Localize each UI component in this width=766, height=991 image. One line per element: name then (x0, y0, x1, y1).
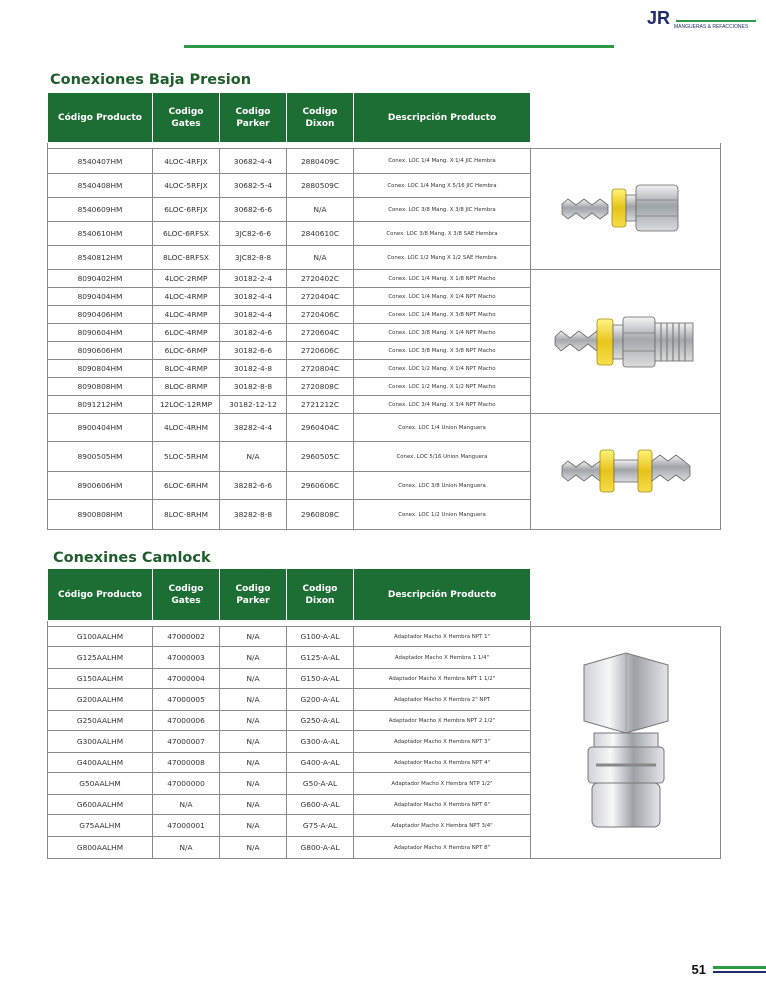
parker-code: 38282-4-4 (220, 414, 287, 442)
header-blank (531, 569, 721, 621)
table-row (48, 414, 721, 442)
product-description: Conex. LOC 3/8 Mang. X 3/8 SAE Hembra (354, 222, 531, 246)
product-description: Adaptador Macho X Hembra NPT 3/4" (354, 815, 531, 837)
gates-code: 6LOC-6RFSX (153, 222, 220, 246)
parker-code: 30182-6-6 (220, 342, 287, 360)
parker-code: N/A (220, 647, 287, 669)
parker-code: N/A (220, 669, 287, 689)
brand-subtitle: MANGUERAS & REFACCIONES (674, 24, 749, 30)
parker-code: 30182-4-6 (220, 324, 287, 342)
gates-code: 4LOC-4RMP (153, 288, 220, 306)
product-description: Conex. LOC 1/4 Union Manguera (354, 414, 531, 442)
header-rule (184, 45, 614, 48)
column-header: Codigo Gates (153, 569, 220, 621)
parker-code: 38282-6-6 (220, 472, 287, 500)
parker-code: N/A (220, 773, 287, 795)
dixon-code: 2720804C (287, 360, 354, 378)
footer-rule-green (713, 966, 766, 969)
gates-code: 47000006 (153, 711, 220, 731)
dixon-code: 2720402C (287, 270, 354, 288)
product-code: G75AALHM (48, 815, 153, 837)
product-code: G400AALHM (48, 753, 153, 773)
dixon-code: G800-A-AL (287, 837, 354, 859)
gates-code: 47000008 (153, 753, 220, 773)
product-description: Adaptador Macho X Hembra NTP 1/2" (354, 773, 531, 795)
product-description: Conex. LOC 3/4 Mang. X 3/4 NPT Macho (354, 396, 531, 414)
product-code: G250AALHM (48, 711, 153, 731)
brand-logo: JR (646, 8, 670, 28)
product-code: G300AALHM (48, 731, 153, 753)
column-header: Codigo Parker (220, 93, 287, 143)
table-camlock (47, 568, 721, 859)
dixon-code: G75-A-AL (287, 815, 354, 837)
parker-code: 30182-2-4 (220, 270, 287, 288)
dixon-code: 2720406C (287, 306, 354, 324)
gates-code: 6LOC-6RFJX (153, 198, 220, 222)
gates-code: 5LOC-5RHM (153, 442, 220, 472)
product-description: Adaptador Macho X Hembra NPT 6" (354, 795, 531, 815)
product-description: Adaptador Macho X Hembra 1 1/4" (354, 647, 531, 669)
parker-code: N/A (220, 731, 287, 753)
gates-code: 47000007 (153, 731, 220, 753)
page-number: 51 (691, 962, 706, 977)
parker-code: N/A (220, 795, 287, 815)
dixon-code: G50-A-AL (287, 773, 354, 795)
dixon-code: 2720606C (287, 342, 354, 360)
product-code: 8540609HM (48, 198, 153, 222)
product-description: Conex. LOC 3/8 Mang. X 1/4 NPT Macho (354, 324, 531, 342)
gates-code: N/A (153, 837, 220, 859)
camlock-adapter-icon (531, 627, 721, 859)
product-code: G125AALHM (48, 647, 153, 669)
product-description: Adaptador Macho X Hembra 2" NPT (354, 689, 531, 711)
product-description: Conex. LOC 1/4 Mang. X 3/8 NPT Macho (354, 306, 531, 324)
product-description: Conex. LOC 1/4 Mang. X 1/8 NPT Macho (354, 270, 531, 288)
parker-code: N/A (220, 837, 287, 859)
table-header-row (48, 569, 721, 621)
product-description: Conex. LOC 3/8 Union Manguera (354, 472, 531, 500)
dixon-code: 2721212C (287, 396, 354, 414)
dixon-code: 2720604C (287, 324, 354, 342)
product-code: G150AALHM (48, 669, 153, 689)
parker-code: 30182-12-12 (220, 396, 287, 414)
product-description: Conex. LOC 3/8 Mang. X 3/8 NPT Macho (354, 342, 531, 360)
column-header: Codigo Dixon (287, 93, 354, 143)
gates-code: 12LOC-12RMP (153, 396, 220, 414)
parker-code: 30682-6-6 (220, 198, 287, 222)
gates-code: 6LOC-6RHM (153, 472, 220, 500)
gates-code: 47000000 (153, 773, 220, 795)
product-code: 8540610HM (48, 222, 153, 246)
product-code: 8540812HM (48, 246, 153, 270)
product-code: 8090404HM (48, 288, 153, 306)
gates-code: 6LOC-4RMP (153, 324, 220, 342)
dixon-code: 2960808C (287, 500, 354, 530)
gates-code: 4LOC-5RFJX (153, 174, 220, 198)
product-description: Conex. LOC 5/16 Union Manguera (354, 442, 531, 472)
gates-code: 47000005 (153, 689, 220, 711)
parker-code: 30182-4-8 (220, 360, 287, 378)
product-code: 8900505HM (48, 442, 153, 472)
dixon-code: 2720808C (287, 378, 354, 396)
product-description: Adaptador Macho X Hembra NPT 8" (354, 837, 531, 859)
parker-code: N/A (220, 815, 287, 837)
dixon-code: G400-A-AL (287, 753, 354, 773)
product-description: Adaptador Macho X Hembra NPT 1" (354, 627, 531, 647)
gates-code: 47000003 (153, 647, 220, 669)
product-description: Adaptador Macho X Hembra NPT 2 1/2" (354, 711, 531, 731)
product-code: 8540408HM (48, 174, 153, 198)
parker-code: 30682-5-4 (220, 174, 287, 198)
product-description: Conex. LOC 1/2 Union Manguera (354, 500, 531, 530)
table-row (48, 627, 721, 647)
dixon-code: 2880409C (287, 149, 354, 174)
section-title-baja-presion: Conexiones Baja Presion (50, 72, 252, 88)
dixon-code: G125-A-AL (287, 647, 354, 669)
gates-code: 4LOC-4RHM (153, 414, 220, 442)
product-code: 8900808HM (48, 500, 153, 530)
product-description: Conex. LOC 1/2 Mang. X 1/4 NPT Macho (354, 360, 531, 378)
jic-female-fitting-icon (531, 149, 721, 270)
parker-code: N/A (220, 753, 287, 773)
gates-code: 6LOC-6RMP (153, 342, 220, 360)
gates-code: N/A (153, 795, 220, 815)
product-code: G200AALHM (48, 689, 153, 711)
product-code: 8090604HM (48, 324, 153, 342)
gates-code: 4LOC-4RMP (153, 306, 220, 324)
gates-code: 47000001 (153, 815, 220, 837)
product-code: 8540407HM (48, 149, 153, 174)
gates-code: 8LOC-8RHM (153, 500, 220, 530)
product-code: 8090808HM (48, 378, 153, 396)
product-code: 8091212HM (48, 396, 153, 414)
column-header: Codigo Gates (153, 93, 220, 143)
table-row (48, 270, 721, 288)
dixon-code: 2960606C (287, 472, 354, 500)
product-code: 8900404HM (48, 414, 153, 442)
parker-code: N/A (220, 627, 287, 647)
dixon-code: 2720404C (287, 288, 354, 306)
column-header: Codigo Parker (220, 569, 287, 621)
hose-union-icon (531, 414, 721, 530)
product-code: G800AALHM (48, 837, 153, 859)
gates-code: 4LOC-2RMP (153, 270, 220, 288)
dixon-code: 2880509C (287, 174, 354, 198)
parker-code: 3JC82-8-8 (220, 246, 287, 270)
gates-code: 47000002 (153, 627, 220, 647)
product-code: G600AALHM (48, 795, 153, 815)
parker-code: 38282-8-8 (220, 500, 287, 530)
product-code: 8090406HM (48, 306, 153, 324)
dixon-code: G150-A-AL (287, 669, 354, 689)
product-code: 8090804HM (48, 360, 153, 378)
dixon-code: N/A (287, 198, 354, 222)
column-header: Descripción Producto (354, 569, 531, 621)
product-code: 8090606HM (48, 342, 153, 360)
product-code: 8090402HM (48, 270, 153, 288)
product-description: Conex. LOC 1/4 Mang. X 1/4 NPT Macho (354, 288, 531, 306)
product-code: G100AALHM (48, 627, 153, 647)
dixon-code: 2960505C (287, 442, 354, 472)
dixon-code: G200-A-AL (287, 689, 354, 711)
npt-male-fitting-icon (531, 270, 721, 414)
table-row (48, 149, 721, 174)
gates-code: 4LOC-4RFJX (153, 149, 220, 174)
product-description: Adaptador Macho X Hembra NPT 3" (354, 731, 531, 753)
dixon-code: G300-A-AL (287, 731, 354, 753)
product-code: 8900606HM (48, 472, 153, 500)
dixon-code: N/A (287, 246, 354, 270)
column-header: Descripción Producto (354, 93, 531, 143)
footer-rule-navy (713, 971, 766, 973)
dixon-code: G100-A-AL (287, 627, 354, 647)
parker-code: 30182-4-4 (220, 288, 287, 306)
column-header: Codigo Dixon (287, 569, 354, 621)
parker-code: 3JC82-6-6 (220, 222, 287, 246)
product-description: Adaptador Macho X Hembra NPT 1 1/2" (354, 669, 531, 689)
product-description: Adaptador Macho X Hembra NPT 4" (354, 753, 531, 773)
dixon-code: 2960404C (287, 414, 354, 442)
gates-code: 8LOC-4RMP (153, 360, 220, 378)
brand-underline (676, 20, 756, 22)
product-description: Conex. LOC 1/4 Mang X 5/16 JIC Hembra (354, 174, 531, 198)
dixon-code: 2840610C (287, 222, 354, 246)
table-baja-presion (47, 92, 721, 530)
gates-code: 8LOC-8RMP (153, 378, 220, 396)
product-description: Conex. LOC 3/8 Mang. X 3/8 JIC Hembra (354, 198, 531, 222)
product-description: Conex. LOC 1/4 Mang. X 1/4 JIC Hembra (354, 149, 531, 174)
gates-code: 8LOC-8RFSX (153, 246, 220, 270)
dixon-code: G250-A-AL (287, 711, 354, 731)
product-description: Conex. LOC 1/2 Mang X 1/2 SAE Hembra (354, 246, 531, 270)
parker-code: N/A (220, 442, 287, 472)
section-title-camlock: Conexines Camlock (53, 550, 211, 566)
product-code: G50AALHM (48, 773, 153, 795)
column-header: Código Producto (48, 569, 153, 621)
parker-code: 30182-8-8 (220, 378, 287, 396)
header-blank (531, 93, 721, 143)
parker-code: N/A (220, 711, 287, 731)
product-description: Conex. LOC 1/2 Mang. X 1/2 NPT Macho (354, 378, 531, 396)
gates-code: 47000004 (153, 669, 220, 689)
column-header: Código Producto (48, 93, 153, 143)
parker-code: 30682-4-4 (220, 149, 287, 174)
dixon-code: G600-A-AL (287, 795, 354, 815)
parker-code: 30182-4-4 (220, 306, 287, 324)
table-header-row (48, 93, 721, 143)
parker-code: N/A (220, 689, 287, 711)
